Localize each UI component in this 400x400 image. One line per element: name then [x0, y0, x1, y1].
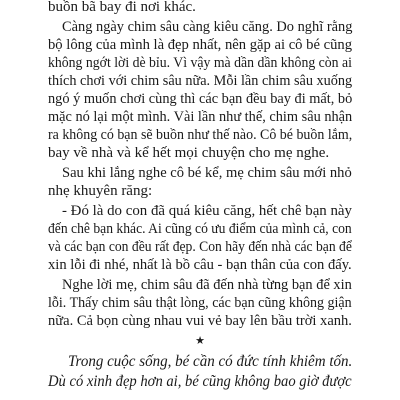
story-line-2: Càng ngày chim sâu càng kiêu căng. Do nghĩ rằng — [62, 19, 353, 35]
story-line-3: bộ lông của mình là đẹp nhất, nên gặp ai cô bé cũng — [48, 37, 353, 53]
moral-line-1: Trong cuộc sống, bé cần có đức tính khiêm tốn. — [68, 353, 353, 370]
moral-line-2: Dù có xinh đẹp hơn ai, bé cũng không bao giờ được — [48, 373, 352, 390]
story-line-8: ra không có bạn sẽ buồn như thế nào. Cô bé buồn lắm, — [48, 127, 353, 143]
story-line-4: không ngớt lời dè bỉu. Vì vậy mà dần dần không còn ai — [48, 55, 352, 71]
story-line-9: bay về nhà và kể hết mọi chuyện cho mẹ nghe. — [48, 145, 330, 161]
story-line-13: đến chê bạn khác. Ai cũng có ưu điểm của mình cả, con — [48, 221, 352, 237]
story-line-5: thích chơi với chim sâu nữa. Mỗi lần chim sâu xuống — [48, 73, 353, 89]
story-line-7: mặc nó lại một mình. Vài lần như thế, chim sâu nhận — [48, 109, 353, 125]
story-line-10: Sau khi lắng nghe cô bé kể, mẹ chim sâu mới nhỏ — [62, 165, 352, 181]
story-line-6: ngó ý muốn chơi cùng thì các bạn đều bay đi mất, bỏ — [48, 91, 353, 107]
story-line-14: và các bạn con đều rất đẹp. Con hãy đến nhà các bạn để — [48, 239, 352, 255]
story-line-16: Nghe lời mẹ, chim sâu đã đến nhà từng bạn để xin — [62, 277, 352, 293]
story-line-12: - Đó là do con đã quá kiêu căng, hết chê bạn này — [62, 203, 352, 219]
story-line-17: lỗi. Thấy chim sâu thật lòng, các bạn cũng không giận — [48, 295, 352, 311]
story-line-18: nữa. Cả bọn cùng nhau vui vẻ bay lên bầu trời xanh. — [48, 313, 352, 329]
section-separator-star: ★ — [195, 335, 205, 347]
story-line-15: xin lỗi đi nhé, nhất là bồ câu - bạn thân của con đấy. — [48, 257, 352, 273]
story-line-1: buồn bã bay đi nơi khác. — [48, 0, 196, 15]
story-line-11: nhẹ khuyên răng: — [48, 183, 153, 199]
